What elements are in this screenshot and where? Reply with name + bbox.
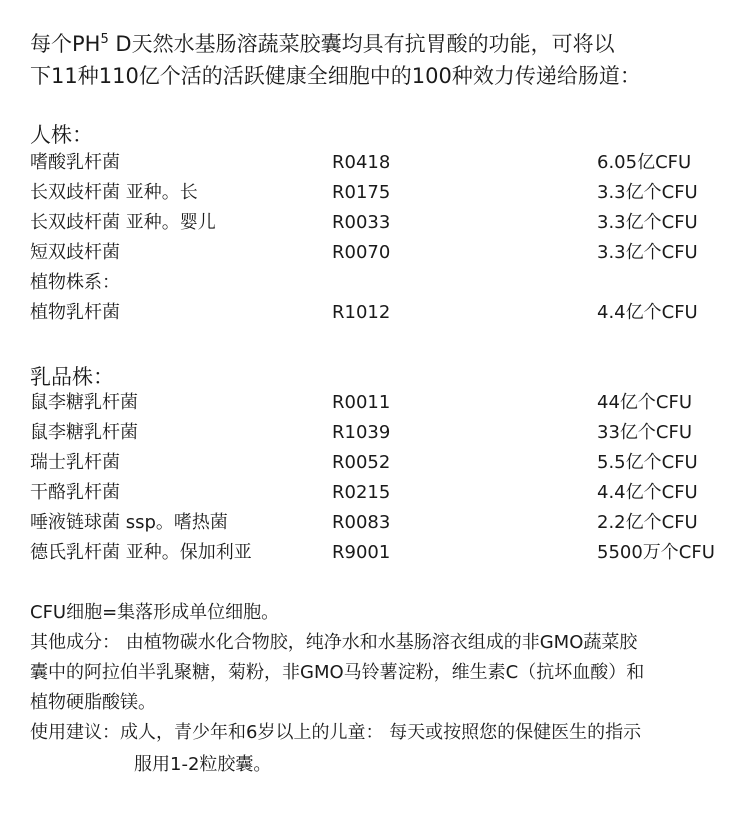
strain-name: 长双歧杆菌 亚种。婴儿: [30, 212, 216, 233]
table-row: [30, 538, 730, 568]
strain-code: R0011: [332, 392, 391, 413]
strain-cfu: 3.3亿个CFU: [597, 242, 698, 263]
strain-name: 瑞士乳杆菌: [30, 452, 120, 473]
strain-code: R0070: [332, 242, 391, 263]
usage-suggestion-line-1: 使用建议：成人，青少年和6岁以上的儿童： 每天或按照您的保健医生的指示: [30, 722, 642, 743]
other-ingredients-line-3: 植物硬脂酸镁。: [30, 692, 156, 713]
strain-name: 鼠李糖乳杆菌: [30, 422, 138, 443]
strain-cfu: 5500万个CFU: [597, 542, 715, 563]
strain-cfu: 6.05亿CFU: [597, 152, 692, 173]
other-ingredients-line-1: 其他成分： 由植物碳水化合物胶，纯净水和水基肠溶衣组成的非GMO蔬菜胶: [30, 632, 638, 653]
strain-cfu: 33亿个CFU: [597, 422, 693, 443]
intro-line-1-end: D天然水基肠溶蔬菜胶囊均具有抗胃酸的功能，可将以: [108, 32, 615, 56]
table-row: [30, 178, 730, 208]
intro-paragraph: [30, 28, 730, 92]
strain-name: 唾液链球菌 ssp。嗜热菌: [30, 512, 228, 533]
strain-code: R9001: [332, 542, 391, 563]
strain-name: 植物乳杆菌: [30, 302, 120, 323]
strain-code: R0033: [332, 212, 391, 233]
strain-cfu: 2.2亿个CFU: [597, 512, 698, 533]
intro-line-1: [30, 28, 730, 60]
strain-name: 德氏乳杆菌 亚种。保加利亚: [30, 542, 252, 563]
intro-superscript: 5: [100, 32, 109, 47]
human-strains-title: 人株：: [30, 123, 93, 147]
strain-code: R0083: [332, 512, 391, 533]
other-ingredients-line-2: 囊中的阿拉伯半乳聚糖，菊粉，非GMO马铃薯淀粉，维生素C（抗坏血酸）和: [30, 662, 645, 683]
strain-code: R0418: [332, 152, 391, 173]
strain-cfu: 3.3亿个CFU: [597, 182, 698, 203]
table-row: [30, 148, 730, 178]
table-row: [30, 388, 730, 418]
strain-name: 鼠李糖乳杆菌: [30, 392, 138, 413]
cfu-definition: CFU细胞=集落形成单位细胞。: [30, 602, 280, 623]
strain-code: R1039: [332, 422, 391, 443]
strain-cfu: 44亿个CFU: [597, 392, 693, 413]
strain-code: R0215: [332, 482, 391, 503]
strain-code: R1012: [332, 302, 391, 323]
strain-cfu: 4.4亿个CFU: [597, 482, 698, 503]
strain-cfu: 4.4亿个CFU: [597, 302, 698, 323]
strain-code: R0052: [332, 452, 391, 473]
table-row: [30, 208, 730, 238]
table-row: [30, 508, 730, 538]
strain-name: 长双歧杆菌 亚种。长: [30, 182, 198, 203]
intro-line-1-start: 每个PH: [30, 32, 101, 56]
strain-cfu: 3.3亿个CFU: [597, 212, 698, 233]
table-row: [30, 418, 730, 448]
strain-cfu: 5.5亿个CFU: [597, 452, 698, 473]
table-row: [30, 448, 730, 478]
table-row: [30, 298, 730, 328]
strain-code: R0175: [332, 182, 391, 203]
table-row: [30, 478, 730, 508]
strain-name: 短双歧杆菌: [30, 242, 120, 263]
strain-name: 嗜酸乳杆菌: [30, 152, 120, 173]
plant-strains-label: 植物株系：: [30, 272, 120, 293]
strain-name: 干酪乳杆菌: [30, 482, 120, 503]
table-row: [30, 238, 730, 268]
usage-suggestion-line-2: 服用1-2粒胶囊。: [134, 754, 272, 775]
intro-line-2: 下11种110亿个活的活跃健康全细胞中的100种效力传递给肠道：: [30, 64, 641, 88]
dairy-strains-title: 乳品株：: [30, 365, 114, 389]
